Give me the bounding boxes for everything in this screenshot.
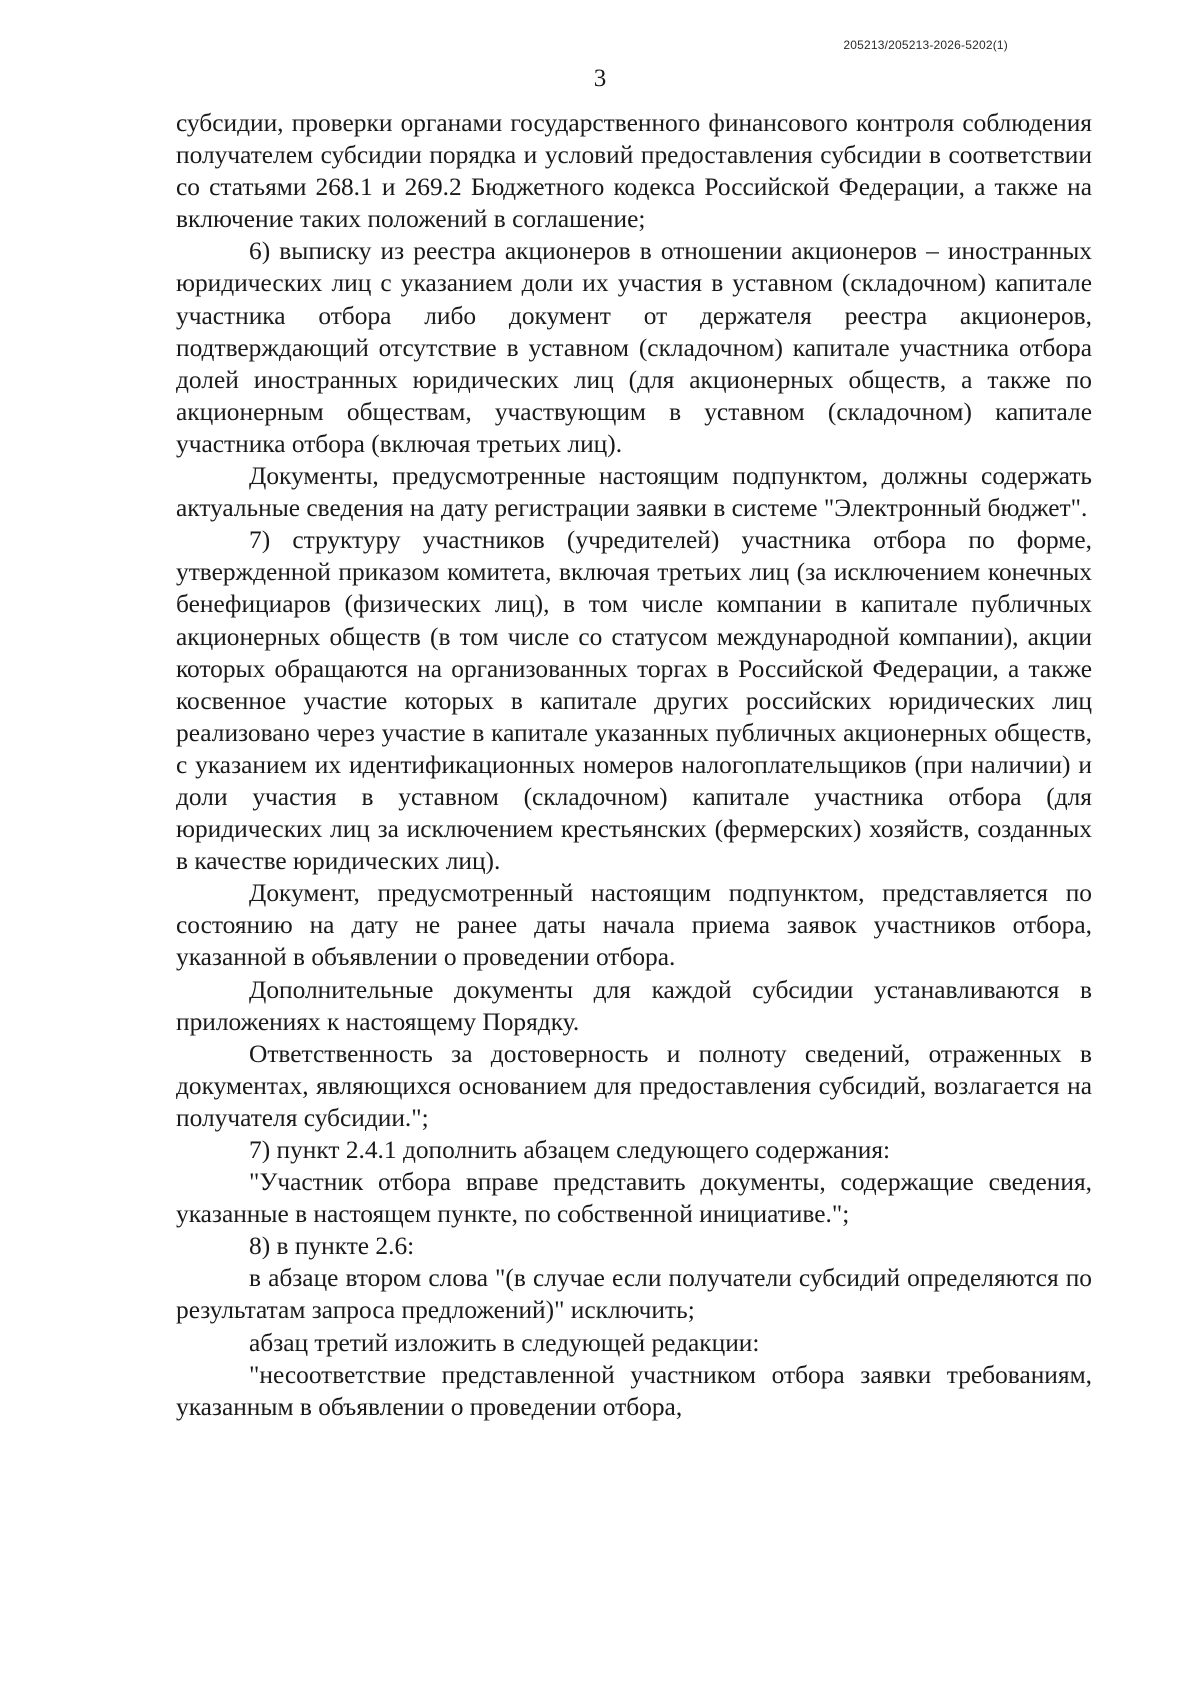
paragraph: "несоответствие представленной участником отбора заявки требованиям, указанным в объявлении о проведении отбора, — [176, 1360, 1092, 1421]
paragraph: 8) в пункте 2.6: — [249, 1232, 415, 1261]
paragraph: 6) выписку из реестра акционеров в отношении акционеров – иностранных юридических лиц с указанием доли их участия в уставном (складочном) капитале участника отбора либо документ от держателя реестра акционеров, подтверждающий отсутствие в уставном (складочном) капитале участника отбора долей иностранных юридических лиц (для акционерных обществ, а также по акционерным обществам, участвующим в уставном (складочном) капитале участника отбора (включая третьих лиц). — [176, 237, 1092, 458]
paragraph: субсидии, проверки органами государственного финансового контроля соблюдения получателем субсидии порядка и условий предоставления субсидии в соответствии со статьями 268.1 и 269.2 Бюджетного кодекса Российской Федерации, а также на включение таких положений в соглашение; — [176, 109, 1092, 234]
paragraph: 7) пункт 2.4.1 дополнить абзацем следующего содержания: — [249, 1136, 891, 1164]
paragraph: Документы, предусмотренные настоящим подпунктом, должны содержать актуальные сведения на дату регистрации заявки в системе "Электронный бюджет". — [176, 462, 1092, 523]
document-body — [176, 107, 1092, 1423]
paragraph: абзац третий изложить в следующей редакции: — [249, 1328, 760, 1357]
paragraph: "Участник отбора вправе представить документы, содержащие сведения, указанные в настоящем пункте, по собственной инициативе."; — [176, 1168, 1092, 1229]
paragraph: Ответственность за достоверность и полноту сведений, отраженных в документах, являющихся основанием для предоставления субсидий, возлагается на получателя субсидии."; — [176, 1039, 1092, 1132]
page-number: 3 — [593, 65, 607, 92]
document-id: 205213/205213-2026-5202(1) — [843, 38, 1008, 52]
paragraph: Документ, предусмотренный настоящим подпунктом, представляется по состоянию на дату не ранее даты начала приема заявок участников отбора, указанной в объявлении о проведении отбора. — [176, 879, 1092, 972]
paragraph: в абзаце втором слова "(в случае если получатели субсидий определяются по результатам запроса предложений)" исключить; — [176, 1264, 1092, 1325]
paragraph: Дополнительные документы для каждой субсидии устанавливаются в приложениях к настоящему Порядку. — [176, 975, 1092, 1036]
paragraph: 7) структуру участников (учредителей) участника отбора по форме, утвержденной приказом комитета, включая третьих лиц (за исключением конечных бенефициаров (физических лиц), в том числе компании в капитале публичных акционерных обществ (в том числе со статусом международной компании), акции которых обращаются на организованных торгах в Российской Федерации, а также косвенное участие которых в капитале других российских юридических лиц реализовано через участие в капитале указанных публичных акционерных обществ, с указанием их идентификационных номеров налогоплательщиков (при наличии) и доли участия в уставном (складочном) капитале участника отбора (для юридических лиц за исключением крестьянских (фермерских) хозяйств, созданных в качестве юридических лиц). — [176, 526, 1092, 876]
